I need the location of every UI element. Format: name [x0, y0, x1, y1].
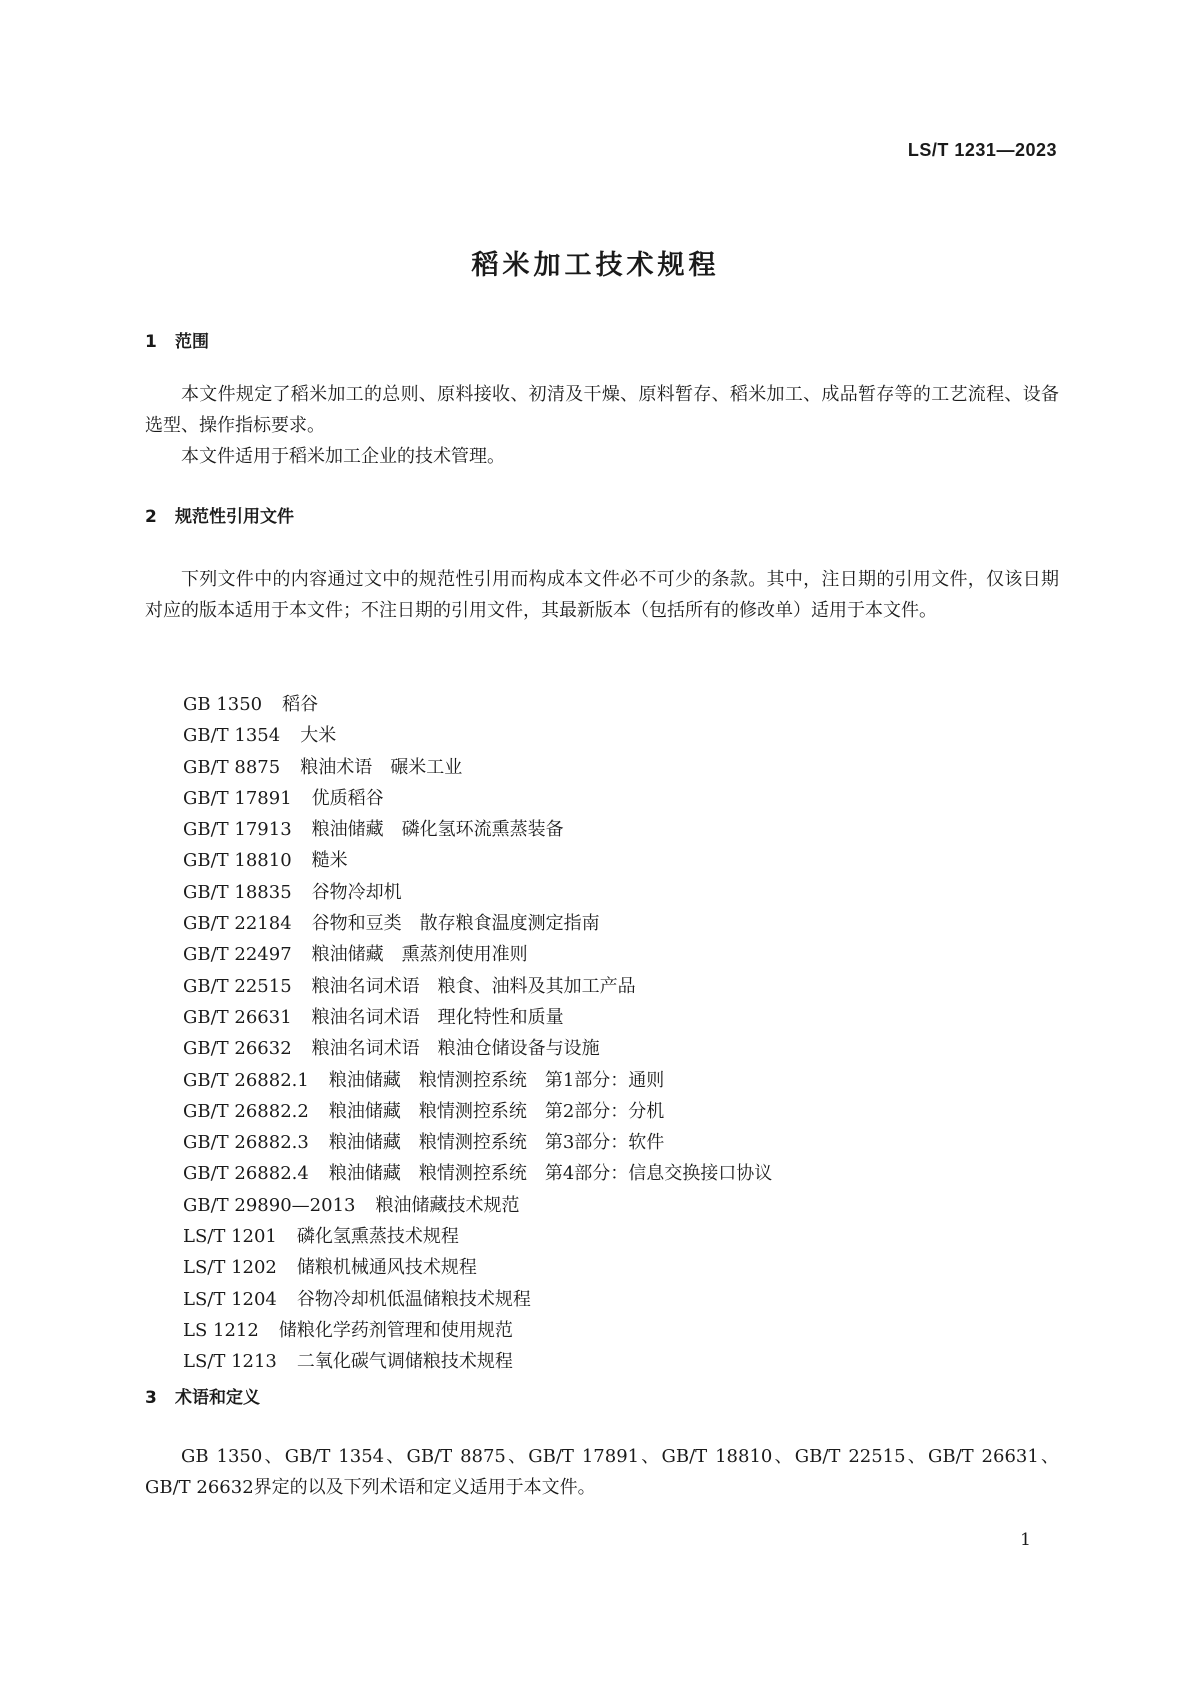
scope-paragraph-1: 本文件规定了稻米加工的总则、原料接收、初清及干燥、原料暂存、稻米加工、成品暂存等的工艺流程、设备选型、操作指标要求。 [145, 384, 1059, 436]
reference-list [183, 689, 772, 1378]
reference-code: GB/T 26882.1 [183, 1069, 309, 1091]
reference-code: GB/T 26632 [183, 1038, 292, 1060]
terms-paragraph: GB 1350、GB/T 1354、GB/T 8875、GB/T 17891、GB/T 18810、GB/T 22515、GB/T 26631、GB/T 26632界定的以及下列术语和定义适用于本文件。 [145, 1446, 1059, 1498]
reference-name: 稻谷 [282, 694, 319, 715]
reference-code: LS/T 1213 [183, 1351, 277, 1373]
normative-intro-paragraph: 下列文件中的内容通过文中的规范性引用而构成本文件必不可少的条款。其中，注日期的引用文件，仅该日期对应的版本适用于本文件；不注日期的引用文件，其最新版本（包括所有的修改单）适用于本文件。 [145, 569, 1059, 621]
reference-name: 谷物冷却机 [311, 881, 402, 903]
reference-name: 二氧化碳气调储粮技术规程 [296, 1351, 513, 1373]
reference-code: GB/T 8875 [183, 756, 281, 778]
reference-code: GB/T 26882.4 [183, 1163, 309, 1185]
section-title: 术语和定义 [175, 1388, 260, 1408]
section-1-heading [145, 327, 209, 352]
reference-item [183, 752, 772, 783]
reference-item [183, 845, 772, 876]
reference-name: 粮油储藏 粮情测控系统 第4部分：信息交换接口协议 [328, 1163, 773, 1185]
reference-item [183, 1065, 772, 1096]
reference-item [183, 720, 772, 751]
reference-item [183, 877, 772, 908]
reference-code: GB/T 1354 [183, 725, 281, 747]
reference-item [183, 1096, 772, 1127]
reference-code: GB/T 26882.3 [183, 1132, 309, 1154]
reference-name: 储粮化学药剂管理和使用规范 [278, 1319, 513, 1341]
reference-item [183, 1127, 772, 1158]
reference-item [183, 908, 772, 939]
reference-name: 谷物和豆类 散存粮食温度测定指南 [311, 913, 600, 935]
reference-name: 粮油储藏 粮情测控系统 第3部分：软件 [328, 1132, 665, 1154]
reference-item [183, 1158, 772, 1189]
reference-item [183, 689, 772, 720]
reference-name: 粮油储藏 粮情测控系统 第1部分：通则 [328, 1069, 665, 1091]
reference-code: LS/T 1201 [183, 1226, 277, 1248]
reference-code: GB/T 29890—2013 [183, 1194, 356, 1216]
reference-code: GB/T 18835 [183, 881, 292, 903]
reference-item [183, 1221, 772, 1252]
reference-code: GB/T 26882.2 [183, 1100, 309, 1122]
section-title: 规范性引用文件 [175, 507, 294, 527]
reference-code: GB/T 17891 [183, 787, 292, 809]
reference-code: GB/T 18810 [183, 850, 292, 872]
reference-code: GB/T 17913 [183, 819, 292, 841]
reference-item [183, 939, 772, 970]
reference-code: GB/T 22515 [183, 975, 292, 997]
reference-name: 粮油名词术语 理化特性和质量 [311, 1006, 564, 1028]
reference-name: 糙米 [311, 850, 348, 872]
reference-name: 粮油储藏技术规范 [375, 1194, 520, 1216]
reference-name: 优质稻谷 [311, 787, 384, 809]
reference-code: LS/T 1202 [183, 1257, 277, 1279]
reference-item [183, 1002, 772, 1033]
standard-code: LS/T 1231—2023 [907, 140, 1057, 160]
section-3-heading [145, 1383, 260, 1408]
reference-item [183, 1252, 772, 1283]
reference-code: GB/T 22184 [183, 913, 292, 935]
section-title: 范围 [175, 332, 209, 352]
page-number: 1 [1020, 1530, 1031, 1550]
reference-code: LS/T 1204 [183, 1288, 277, 1310]
reference-code: GB/T 26631 [183, 1006, 292, 1028]
reference-name: 粮油名词术语 粮食、油料及其加工产品 [311, 975, 636, 997]
section-2-heading [145, 502, 294, 527]
reference-item [183, 783, 772, 814]
reference-item [183, 1033, 772, 1064]
section-number: 3 [145, 1388, 157, 1408]
reference-item [183, 1284, 772, 1315]
section-number: 1 [145, 332, 157, 352]
reference-code: GB 1350 [183, 694, 263, 715]
reference-name: 磷化氢熏蒸技术规程 [296, 1226, 459, 1248]
reference-item [183, 971, 772, 1002]
reference-name: 粮油储藏 熏蒸剂使用准则 [311, 944, 528, 966]
reference-item [183, 1315, 772, 1346]
reference-name: 粮油名词术语 粮油仓储设备与设施 [311, 1038, 600, 1060]
reference-item [183, 814, 772, 845]
reference-name: 谷物冷却机低温储粮技术规程 [296, 1288, 531, 1310]
reference-name: 粮油储藏 粮情测控系统 第2部分：分机 [328, 1100, 665, 1122]
document-title: 稻米加工技术规程 [471, 250, 720, 281]
reference-item [183, 1190, 772, 1221]
scope-paragraph-2: 本文件适用于稻米加工企业的技术管理。 [181, 446, 505, 467]
reference-name: 储粮机械通风技术规程 [296, 1257, 477, 1279]
section-number: 2 [145, 507, 157, 527]
reference-name: 大米 [300, 725, 337, 747]
reference-item [183, 1346, 772, 1377]
reference-code: GB/T 22497 [183, 944, 292, 966]
reference-name: 粮油术语 碾米工业 [300, 756, 463, 778]
reference-name: 粮油储藏 磷化氢环流熏蒸装备 [311, 819, 564, 841]
reference-code: LS 1212 [183, 1319, 259, 1341]
